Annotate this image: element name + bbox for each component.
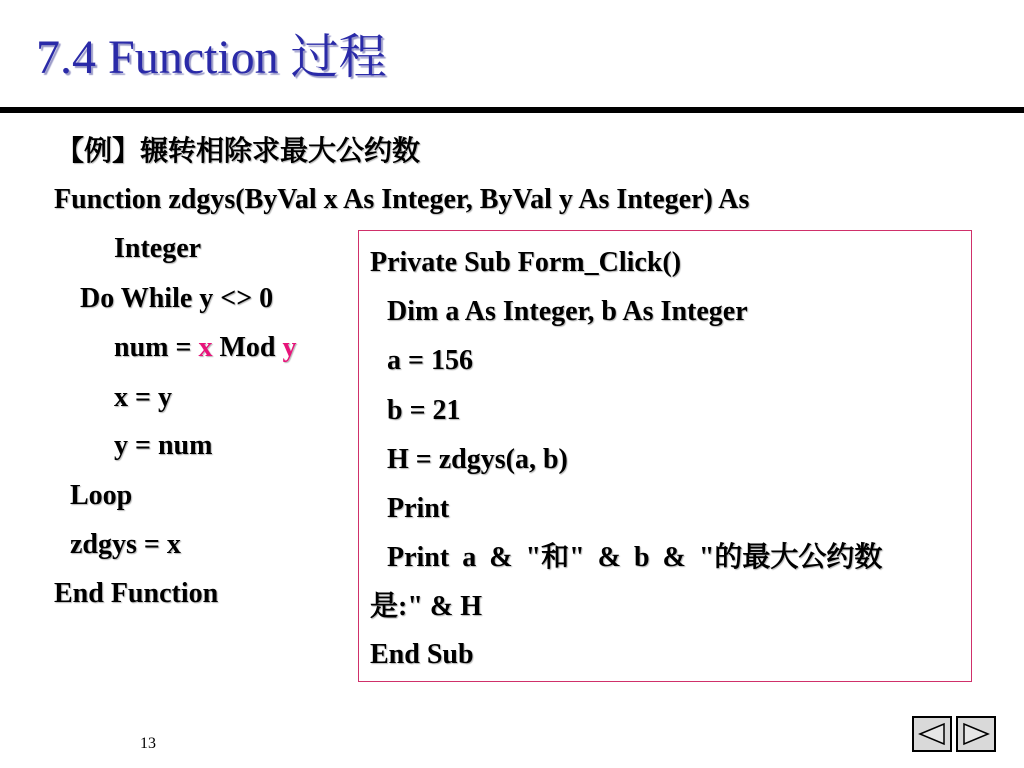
box-line-dim: Dim a As Integer, b As Integer [387,296,748,327]
code-line-integer: Integer [114,233,202,264]
box-line-sub-header: Private Sub Form_Click() [370,247,682,278]
title-divider [0,107,1024,113]
triangle-right-icon [962,722,990,746]
box-line-b-assign: b = 21 [387,395,461,426]
code-line-num-assign [114,334,296,362]
code-line-function-header: Function zdgys(ByVal x As Integer, ByVal y As Integer) As [54,184,750,215]
code-line-loop: Loop [70,480,133,511]
code-token-y: y [282,332,297,363]
code-token-x: x [198,332,213,363]
box-line-end-sub: End Sub [370,639,474,670]
slide-title: 7.4 Function 过程 [36,31,387,84]
box-line-h-assign: H = zdgys(a, b) [387,444,568,475]
code-line-return: zdgys = x [70,529,181,560]
code-token-mod: Mod [212,332,283,363]
form-click-code-box [358,230,972,682]
code-token-num: num = [114,332,199,363]
prev-slide-button[interactable] [912,716,952,752]
box-line-print-result-cont: 是:" & H [370,591,482,622]
triangle-left-icon [918,722,946,746]
code-line-y-assign: y = num [114,430,213,461]
example-label: 【例】辗转相除求最大公约数 [56,136,421,167]
box-line-print: Print [387,493,450,524]
code-line-do-while: Do While y <> 0 [80,283,274,314]
box-line-print-result: Print a & "和" & b & "的最大公约数 [387,542,883,573]
code-line-end-function: End Function [54,578,219,609]
box-line-a-assign: a = 156 [387,345,473,376]
next-slide-button[interactable] [956,716,996,752]
code-line-x-assign: x = y [114,382,172,413]
page-number: 13 [140,735,156,752]
